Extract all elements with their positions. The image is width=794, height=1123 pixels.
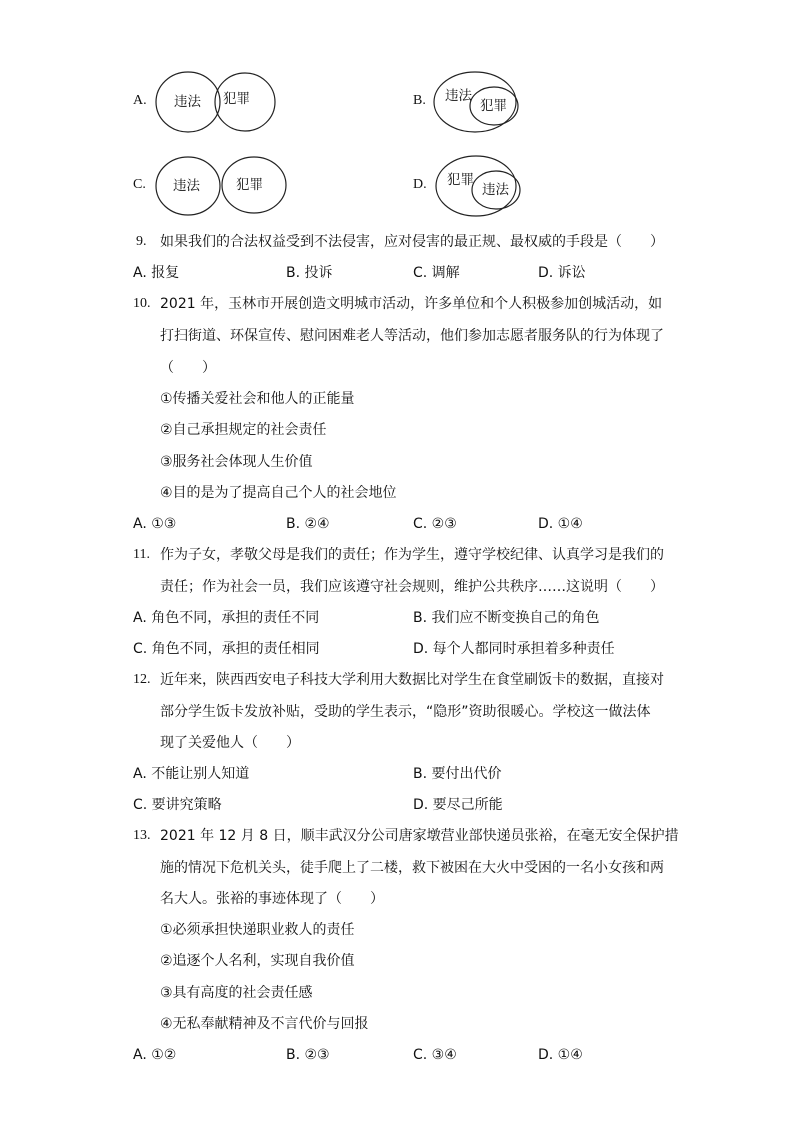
q10-stem-line-2: 打扫街道、环保宣传、慰问困难老人等活动，他们参加志愿者服务队的行为体现了 <box>160 328 664 344</box>
venn-d-inner-label: 违法 <box>482 182 509 198</box>
q13-option-c: C. ③④ <box>413 1047 457 1063</box>
venn-b-inner-label: 犯罪 <box>480 98 507 114</box>
q12-stem-line-2: 部分学生饭卡发放补贴，受助的学生表示，“隐形”资助很暖心。学校这一做法体 <box>160 704 651 720</box>
q13-option-a: A. ①② <box>133 1047 177 1063</box>
q12-stem-line-1: 近年来，陕西西安电子科技大学利用大数据比对学生在食堂刷饭卡的数据，直接对 <box>160 672 664 688</box>
q10-option-a: A. ①③ <box>133 516 177 532</box>
q11-option-b: B. 我们应不断变换自己的角色 <box>413 610 600 626</box>
q10-option-b: B. ②④ <box>286 516 330 532</box>
venn-diagram-a <box>150 70 280 134</box>
q9-option-c: C. 调解 <box>413 265 460 281</box>
q13-stem-line-3: 名大人。张裕的事迹体现了（ ） <box>160 891 384 907</box>
venn-diagram-d <box>434 154 524 218</box>
venn-c-right-label: 犯罪 <box>236 177 263 193</box>
option-c-letter: C. <box>133 177 146 192</box>
q12-option-c: C. 要讲究策略 <box>133 797 222 813</box>
q9-option-b: B. 投诉 <box>286 265 333 281</box>
q11-stem-line-2: 责任；作为社会一员，我们应该遵守社会规则，维护公共秩序……这说明（ ） <box>160 579 664 595</box>
q13-item-2: ②追逐个人名利，实现自我价值 <box>160 953 355 969</box>
q13-option-d: D. ①④ <box>538 1047 583 1063</box>
q11-number: 11. <box>133 547 150 562</box>
q9-option-a: A. 报复 <box>133 265 180 281</box>
q13-stem-line-1: 2021 年 12 月 8 日，顺丰武汉分公司唐家墩营业部快递员张裕，在毫无安全保护措 <box>160 828 679 844</box>
q13-item-4: ④无私奉献精神及不言代价与回报 <box>160 1016 369 1032</box>
q10-item-4: ④目的是为了提高自己个人的社会地位 <box>160 485 397 501</box>
option-b-letter: B. <box>413 93 426 108</box>
q10-option-c: C. ②③ <box>413 516 457 532</box>
venn-diagram-b <box>432 70 522 134</box>
q10-item-2: ②自己承担规定的社会责任 <box>160 422 327 438</box>
option-d-letter: D. <box>413 177 427 192</box>
q9-option-d: D. 诉讼 <box>538 265 586 281</box>
venn-d-outer-label: 犯罪 <box>447 172 474 188</box>
q12-option-b: B. 要付出代价 <box>413 766 502 782</box>
venn-a-right-label: 犯罪 <box>223 91 250 107</box>
q13-item-1: ①必须承担快递职业救人的责任 <box>160 922 355 938</box>
q11-stem-line-1: 作为子女，孝敬父母是我们的责任；作为学生，遵守学校纪律、认真学习是我们的 <box>160 547 664 563</box>
q12-option-a: A. 不能让别人知道 <box>133 766 250 782</box>
q11-option-d: D. 每个人都同时承担着多种责任 <box>413 641 615 657</box>
q9-number: 9. <box>136 234 147 249</box>
q13-item-3: ③具有高度的社会责任感 <box>160 985 313 1001</box>
q12-option-d: D. 要尽己所能 <box>413 797 503 813</box>
venn-a-left-label: 违法 <box>174 94 201 110</box>
q11-option-a: A. 角色不同，承担的责任不同 <box>133 610 320 626</box>
venn-b-outer-label: 违法 <box>445 88 472 104</box>
q10-item-3: ③服务社会体现人生价值 <box>160 454 313 470</box>
q10-stem-line-1: 2021 年，玉林市开展创造文明城市活动，许多单位和个人积极参加创城活动，如 <box>160 296 663 312</box>
q10-option-d: D. ①④ <box>538 516 583 532</box>
venn-c-left-label: 违法 <box>173 178 200 194</box>
q12-number: 12. <box>133 672 151 687</box>
q13-option-b: B. ②③ <box>286 1047 330 1063</box>
q10-item-1: ①传播关爱社会和他人的正能量 <box>160 391 355 407</box>
venn-diagram-c <box>154 155 290 217</box>
option-a-letter: A. <box>133 93 147 108</box>
q10-number: 10. <box>133 296 151 311</box>
q13-number: 13. <box>133 828 151 843</box>
q11-option-c: C. 角色不同，承担的责任相同 <box>133 641 320 657</box>
q10-stem-line-3: （ ） <box>160 360 216 376</box>
q9-stem: 如果我们的合法权益受到不法侵害，应对侵害的最正规、最权威的手段是（ ） <box>160 234 664 250</box>
q13-stem-line-2: 施的情况下危机关头，徒手爬上了二楼，救下被困在大火中受困的一名小女孩和两 <box>160 860 664 876</box>
q12-stem-line-3: 现了关爱他人（ ） <box>160 735 300 751</box>
